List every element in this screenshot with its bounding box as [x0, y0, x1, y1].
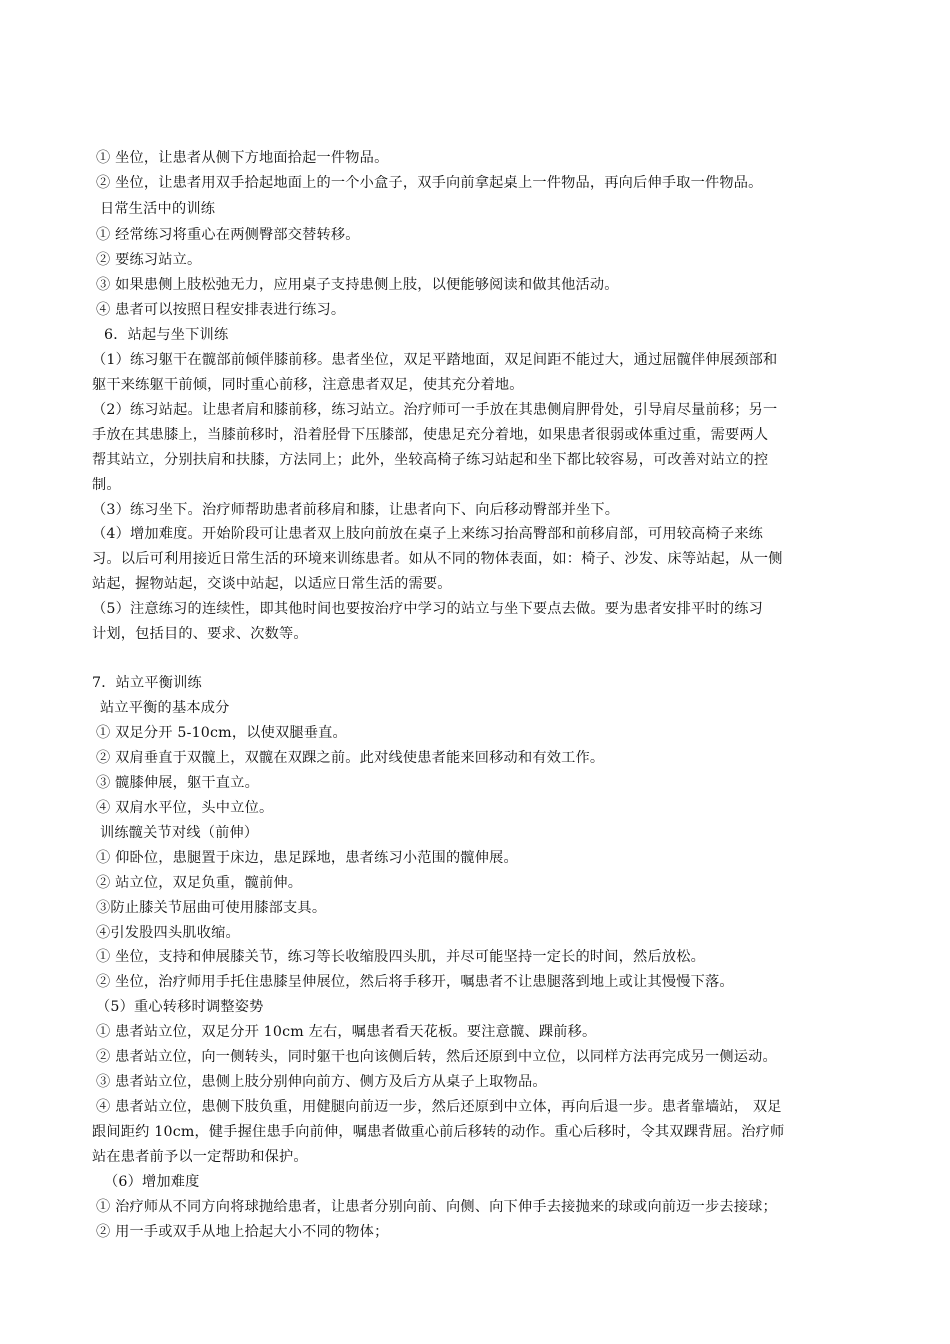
text-line: ① 患者站立位，双足分开 10cm 左右，嘱患者看天花板。要注意髋、踝前移。	[96, 1024, 597, 1040]
text-line: ① 经常练习将重心在两侧臀部交替转移。	[96, 227, 360, 243]
text-line: ② 坐位，让患者用双手拾起地面上的一个小盒子，双手向前拿起桌上一件物品，再向后伸手取一件物品。	[96, 175, 763, 191]
section-heading: 6．站起与坐下训练	[104, 327, 229, 343]
text-line: ④ 患者站立位，患侧下肢负重，用健腿向前迈一步，然后还原到中立体，再向后退一步。患者靠墙站， 双足	[96, 1099, 782, 1115]
text-line: ② 站立位，双足负重，髋前伸。	[96, 875, 303, 891]
text-line: 手放在其患膝上，当膝前移时，沿着胫骨下压膝部，使患足充分着地，如果患者很弱或体重过重，需要两人	[92, 427, 769, 443]
text-line: ④ 患者可以按照日程安排表进行练习。	[96, 302, 346, 318]
text-line: ③ 髋膝伸展，躯干直立。	[96, 775, 259, 791]
text-line: ② 坐位，治疗师用手托住患膝呈伸展位，然后将手移开，嘱患者不让患腿落到地上或让其慢慢下落。	[96, 974, 734, 990]
text-line: 站起，握物站起，交谈中站起，以适应日常生活的需要。	[92, 576, 452, 592]
section-heading: （6）增加难度	[104, 1174, 200, 1190]
text-line: ④ 双肩水平位，头中立位。	[96, 800, 274, 816]
text-line: 站在患者前予以一定帮助和保护。	[92, 1149, 308, 1165]
text-line: 躯干来练躯干前倾，同时重心前移，注意患者双足，使其充分着地。	[92, 377, 524, 393]
text-line: （4）增加难度。开始阶段可让患者双上肢向前放在桌子上来练习抬高臀部和前移肩部，可用较高椅子来练	[92, 526, 764, 542]
section-heading: 训练髋关节对线（前伸）	[100, 825, 259, 841]
text-line: （2）练习站起。让患者肩和膝前移，练习站立。治疗师可一手放在其患侧肩胛骨处，引导肩尽量前移；另一	[92, 402, 778, 418]
text-line: 习。以后可利用接近日常生活的环境来训练患者。如从不同的物体表面，如：椅子、沙发、床等站起，从一侧	[92, 551, 783, 567]
text-line: ② 要练习站立。	[96, 252, 202, 268]
text-line: 制。	[92, 477, 121, 493]
text-line: ① 仰卧位，患腿置于床边，患足踩地，患者练习小范围的髋伸展。	[96, 850, 518, 866]
text-line: ① 双足分开 5-10cm，以使双腿垂直。	[96, 725, 347, 741]
text-line: 跟间距约 10cm，健手握住患手向前伸，嘱患者做重心前后移转的动作。重心后移时，令其双踝背屈。治疗师	[92, 1124, 785, 1140]
section-heading: 日常生活中的训练	[100, 201, 216, 217]
section-heading: （5）重心转移时调整姿势	[96, 999, 264, 1015]
text-line: （5）注意练习的连续性，即其他时间也要按治疗中学习的站立与坐下要点去做。要为患者安排平时的练习	[92, 601, 764, 617]
text-line: ③ 患者站立位，患侧上肢分别伸向前方、侧方及后方从桌子上取物品。	[96, 1074, 547, 1090]
text-line: ① 治疗师从不同方向将球抛给患者，让患者分别向前、向侧、向下伸手去接抛来的球或向前迈一步去接球；	[96, 1199, 777, 1215]
text-line: ③ 如果患侧上肢松弛无力，应用桌子支持患侧上肢，以便能够阅读和做其他活动。	[96, 277, 619, 293]
text-line: （1）练习躯干在髋部前倾伴膝前移。患者坐位，双足平踏地面，双足间距不能过大，通过屈髋伴伸展颈部和	[92, 352, 778, 368]
text-line: ① 坐位，支持和伸展膝关节，练习等长收缩股四头肌，并尽可能坚持一定长的时间，然后放松。	[96, 949, 705, 965]
text-line: ② 用一手或双手从地上拾起大小不同的物体；	[96, 1224, 389, 1240]
text-line: ② 患者站立位，向一侧转头，同时躯干也向该侧后转，然后还原到中立位，以同样方法再完成另一侧运动。	[96, 1049, 777, 1065]
text-line: ① 坐位，让患者从侧下方地面拾起一件物品。	[96, 150, 389, 166]
section-heading: 7．站立平衡训练	[92, 675, 202, 691]
text-line: ② 双肩垂直于双髋上，双髋在双踝之前。此对线使患者能来回移动和有效工作。	[96, 750, 605, 766]
text-line: ④引发股四头肌收缩。	[96, 925, 240, 941]
text-line: 帮其站立，分别扶肩和扶膝，方法同上；此外，坐较高椅子练习站起和坐下都比较容易，可改善对站立的控	[92, 452, 769, 468]
text-line: （3）练习坐下。治疗师帮助患者前移肩和膝，让患者向下、向后移动臀部并坐下。	[92, 502, 620, 518]
section-heading: 站立平衡的基本成分	[100, 700, 230, 716]
text-line: ③防止膝关节屈曲可使用膝部支具。	[96, 900, 327, 916]
text-line: 计划，包括目的、要求、次数等。	[92, 626, 308, 642]
